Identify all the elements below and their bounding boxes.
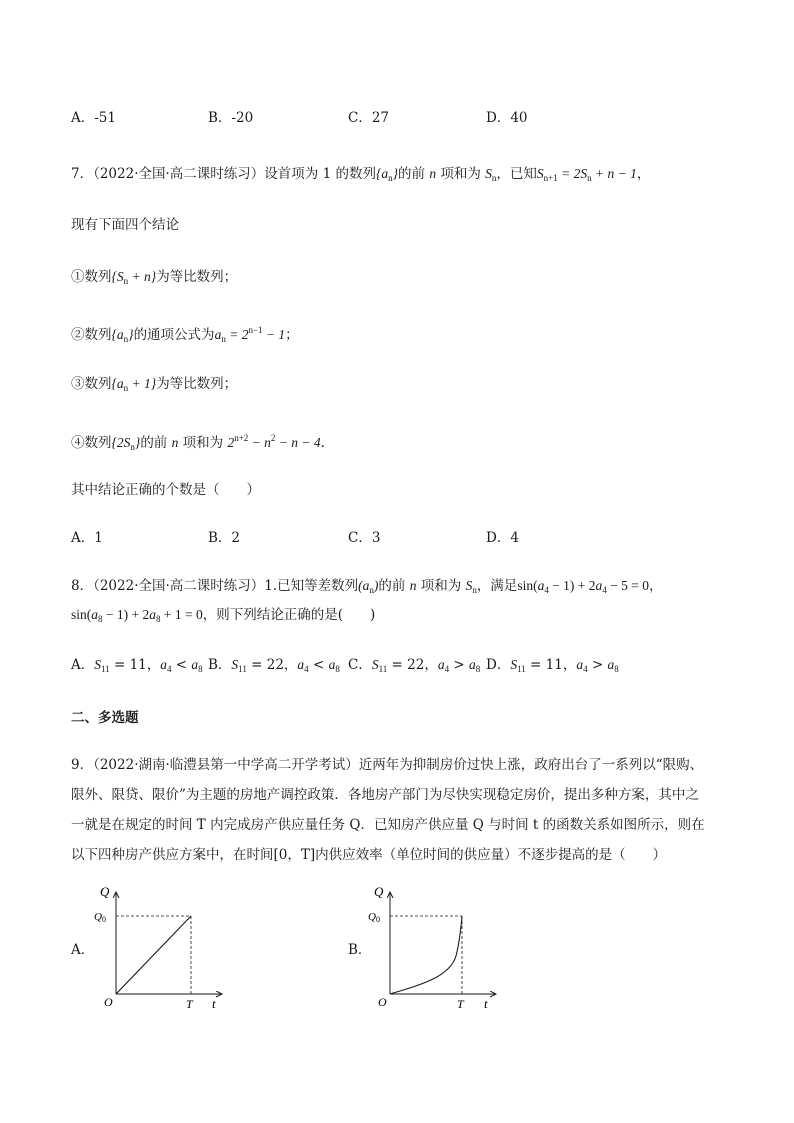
q8-option-b: B．$S_{11} = 22$，$a_4 < a_8$ (208, 657, 340, 674)
graph-a-origin-label: O (104, 995, 113, 1009)
q9-line-2: 限外、限贷、限价”为主题的房地产调控政策．各地房产部门为尽快实现稳定房价，提出多种方案，其中之 (71, 787, 699, 803)
q9-line-3: 一就是在规定的时间 T 内完成房产供应量任务 Q．已知房产供应量 Q 与时间 t 的函数关系如图所示，则在 (71, 817, 705, 833)
graph-b-y-label: Q (374, 884, 384, 899)
q9-line-4: 以下四种房产供应方案中，在时间[0，T]内供应效率（单位时间的供应量）不逐步提高的是（ ） (71, 847, 667, 863)
graph-b-label: B． (348, 942, 372, 958)
q7-conclusion-2: ②数列$\{a_n\}$的通项公式为$a_n = 2^{n-1} - 1$； (71, 325, 299, 344)
graph-b (364, 880, 504, 1015)
q8-stem: 8．（2022·全国·高二课时练习）1.已知等差数列$(a_n)$的前 n 项和为 $S_n$，满足$\sin(a_4 - 1) + 2a_4 - 5 = 0$， (71, 578, 663, 595)
graph-a-q0-label: Q0 (94, 911, 106, 924)
graph-a (90, 880, 230, 1015)
q6-option-d: D．40 (486, 110, 528, 126)
q7-stem: 7．（2022·全国·高二课时练习）设首项为 1 的数列$\{a_n\}$的前 n 项和为 $S_n$，已知$S_{n+1} = 2S_n + n - 1$， (71, 166, 651, 183)
q8-option-a: A．$S_{11} = 11$，$a_4 < a_8$ (71, 657, 203, 674)
graph-b-curve (390, 916, 462, 994)
q8-option-d: D．$S_{11} = 11$，$a_4 > a_8$ (486, 657, 619, 674)
q6-option-c: C．27 (348, 110, 390, 126)
q9-line-1: 9．（2022·湖南·临澧县第一中学高二开学考试）近两年为抑制房价过快上涨，政府出台了一系列以“限购、 (71, 757, 704, 773)
graph-a-y-label: Q (100, 884, 110, 899)
graph-b-t-label: T (457, 997, 464, 1011)
q7-option-d: D．4 (486, 530, 519, 546)
q7-conclusion-4: ④数列$\{2S_n\}$的前 n 项和为 $2^{n+2} - n^2 - n - 4$. (71, 433, 325, 452)
q8-option-c: C．$S_{11} = 22$，$a_4 > a_8$ (348, 657, 481, 674)
q7-question: 其中结论正确的个数是（ ） (71, 482, 260, 498)
q7-option-c: C．3 (348, 530, 381, 546)
graph-a-label: A． (71, 942, 95, 958)
q8-stem-2: $\sin(a_8 - 1) + 2a_8 + 1 = 0$，则下列结论正确的是( ) (71, 607, 376, 624)
graph-a-curve (116, 916, 191, 994)
q7-conclusion-1: ①数列$\{S_n + n\}$为等比数列； (71, 269, 238, 286)
q7-intro: 现有下面四个结论 (71, 217, 179, 233)
q7-conclusion-3: ③数列$\{a_n + 1\}$为等比数列； (71, 376, 238, 393)
q6-option-b: B．-20 (208, 110, 254, 126)
graph-b-origin-label: O (378, 995, 387, 1009)
graph-a-t-label: T (186, 997, 193, 1011)
graph-b-x-label: t (484, 996, 488, 1011)
q7-option-a: A．1 (71, 530, 103, 546)
graph-a-x-label: t (212, 996, 216, 1011)
graph-b-q0-label: Q0 (368, 911, 380, 924)
section-heading: 二、多选题 (71, 710, 139, 726)
q6-option-a: A．-51 (71, 110, 116, 126)
q7-option-b: B．2 (208, 530, 241, 546)
